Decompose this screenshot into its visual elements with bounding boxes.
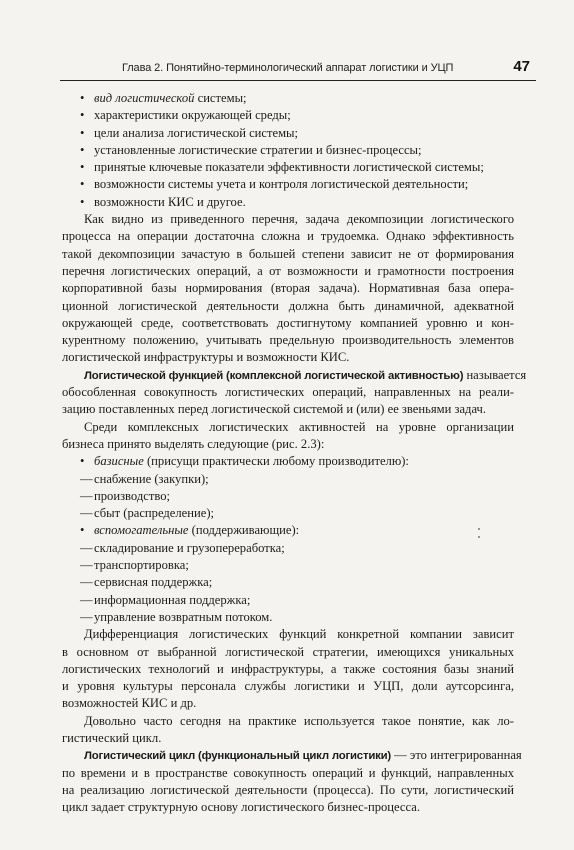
text-line: корпоративной базы нормирования (вторая задача). Нормативная база опера-	[62, 281, 514, 296]
list-item-text: характеристики окружающей среды;	[94, 108, 291, 123]
list-item	[62, 453, 514, 470]
list-item-text: сервисная поддержка;	[94, 575, 213, 590]
list-marker: •	[80, 125, 85, 140]
running-header	[60, 60, 536, 81]
list-item-text: возможности КИС и другое.	[94, 194, 246, 209]
list-item-text: возможности системы учета и контроля логистической деятельности;	[94, 177, 469, 192]
text-line	[62, 367, 527, 384]
text-line: возможностей КИС и др.	[62, 696, 197, 711]
text-line: Среди комплексных логистических активностей на уровне организации	[84, 419, 514, 434]
text-line: по времени и в пространстве совокупность операций и функций, направленных	[62, 765, 514, 780]
list-item	[62, 176, 514, 193]
activities-list	[62, 453, 514, 626]
list-item-text: управление возвратным потоком.	[94, 609, 273, 624]
text-fragment: называется	[463, 367, 527, 382]
list-marker: —	[80, 471, 93, 486]
list-marker: •	[80, 523, 85, 538]
list-item	[62, 159, 514, 176]
text-fragment: — это интегрированная	[391, 748, 522, 763]
list-marker: —	[80, 488, 93, 503]
text-line: зацию поставленных перед логистической системой и (или) ее звеньями задач.	[62, 402, 487, 417]
text-line: Довольно часто сегодня на практике используется такое понятие, как ло-	[84, 713, 514, 728]
defined-term: Логистический цикл (функциональный цикл логистики)	[84, 750, 392, 763]
text-line: на реализацию логистической деятельности (процесса). По сути, логистический	[62, 782, 514, 797]
text-line: окружающей среде, соответствовать достигнутому компанией уровню и кон-	[62, 315, 514, 330]
paragraph-differentiation	[62, 626, 514, 712]
list-marker: —	[80, 592, 93, 607]
text-line: обособленная совокупность логистических операций, направленных на реали-	[62, 385, 514, 400]
emphasized-term: вспомогательные	[94, 523, 189, 538]
list-item-text: (присущи практически любому производителю):	[143, 454, 409, 469]
list-marker: •	[80, 177, 85, 192]
paragraph-logistic-function-definition	[62, 367, 527, 419]
list-item-text: производство;	[94, 488, 170, 503]
paragraph-logistic-cycle-definition	[62, 747, 522, 816]
running-title: Глава 2. Понятийно-терминологический аппарат логистики и УЦП	[122, 62, 454, 74]
list-item	[62, 471, 514, 488]
text-line: процесса на операции достаточна сложна и трудоемка. Однако эффективность	[62, 229, 514, 244]
list-marker: —	[80, 540, 93, 555]
page-body	[62, 90, 527, 816]
list-item	[62, 194, 514, 211]
text-line: ционной логистической деятельности должна быть динамичной, адекватной	[62, 298, 514, 313]
criteria-list	[62, 90, 514, 211]
list-marker: —	[80, 506, 93, 521]
list-item	[62, 609, 514, 626]
text-line: перечня логистических операций, а от возможности и грамотности построения	[62, 263, 514, 278]
list-item-text: транспортировка;	[94, 558, 189, 573]
list-marker: —	[80, 575, 93, 590]
list-marker: •	[80, 142, 85, 157]
list-item-text: системы;	[194, 91, 247, 105]
list-marker: —	[80, 558, 93, 573]
paragraph-activities-intro	[62, 419, 514, 454]
list-item	[62, 107, 514, 124]
list-item-text: снабжение (закупки);	[94, 471, 209, 486]
list-item	[62, 125, 514, 142]
text-line: такой декомпозиции зачастую в большей степени зависит не от формирования	[62, 246, 514, 261]
text-line: гистический цикл.	[62, 730, 162, 745]
list-item-text: информационная поддержка;	[94, 592, 251, 607]
list-item	[62, 488, 514, 505]
list-item-text: складирование и грузопереработка;	[94, 540, 285, 555]
text-line: в основном от выбранной логистической стратегии, имеющихся уникальных	[62, 644, 514, 659]
list-item	[62, 592, 514, 609]
text-line: Как видно из приведенного перечня, задача декомпозиции логистического	[84, 212, 514, 227]
list-item-text: установленные логистические стратегии и бизнес-процессы;	[94, 142, 422, 157]
list-marker: •	[80, 108, 85, 123]
list-item	[62, 505, 514, 522]
list-item-text: принятые ключевые показатели эффективности логистической системы;	[94, 160, 484, 175]
list-marker: —	[80, 609, 93, 624]
list-item	[62, 557, 514, 574]
list-item-text: цели анализа логистической системы;	[94, 125, 299, 140]
text-line: бизнеса принято выделять следующие (рис. 2.3):	[62, 436, 325, 451]
paragraph-decomposition	[62, 211, 514, 367]
list-item	[62, 574, 514, 591]
list-marker: •	[80, 160, 85, 175]
paragraph-cycle-intro	[62, 713, 514, 748]
text-line: логистической инфраструктуры и возможности КИС.	[62, 350, 350, 365]
page-number: 47	[513, 58, 530, 75]
emphasized-term: базисные	[94, 454, 144, 469]
text-line: курентному положению, учитывать предельную производительность элементов	[62, 333, 514, 348]
list-item	[62, 522, 514, 539]
list-item	[62, 540, 514, 557]
list-marker: •	[80, 194, 85, 209]
list-item-text: (поддерживающие):	[188, 523, 300, 538]
list-item	[62, 142, 514, 159]
text-line: логистических технологий и инфраструктуры, а также состояния базы знаний	[62, 661, 514, 676]
text-line: Дифференциация логистических функций конкретной компании зависит	[84, 627, 514, 642]
emphasized-term: вид логистической	[94, 91, 195, 105]
text-line: цикл задает структурную основу логистического бизнес-процесса.	[62, 800, 420, 815]
text-line: и уровня культуры персонала службы логистики и УЦП, доли аутсорсинга,	[62, 679, 514, 694]
list-marker: •	[80, 91, 85, 105]
list-item	[62, 90, 514, 107]
list-marker: •	[80, 454, 85, 469]
list-item-text: сбыт (распределение);	[94, 506, 215, 521]
defined-term: Логистической функцией (комплексной логистической активностью)	[84, 369, 464, 382]
text-line	[62, 747, 522, 764]
